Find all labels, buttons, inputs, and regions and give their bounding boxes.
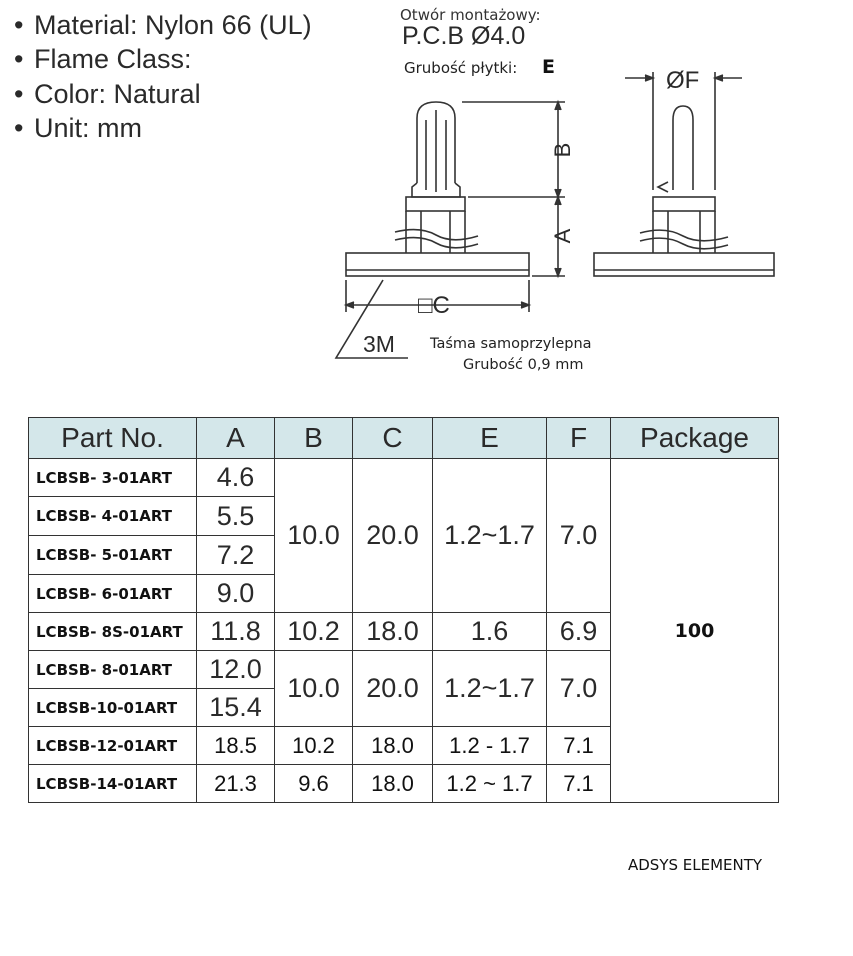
header-a: A [197,418,275,459]
value-c: 18.0 [353,613,433,651]
table-header-row [29,418,779,459]
value-a: 9.0 [197,575,275,613]
part-number: LCBSB- 8S-01ART [29,613,197,651]
value-a: 21.3 [197,765,275,803]
value-b: 10.0 [275,459,353,613]
header-part-no: Part No. [29,418,197,459]
table-row [29,459,779,497]
value-a: 4.6 [197,459,275,497]
value-a: 12.0 [197,651,275,689]
value-e: 1.2~1.7 [433,651,547,727]
value-b: 10.2 [275,727,353,765]
value-e: 1.2~1.7 [433,459,547,613]
spec-flame-class [14,42,192,76]
dim-b-label: B [550,142,575,158]
header-f: F [547,418,611,459]
dim-a-label: A [550,228,575,244]
pcb-hole-size: P.C.B Ø4.0 [402,22,526,50]
value-b: 10.2 [275,613,353,651]
value-a: 18.5 [197,727,275,765]
spec-unit-text: Unit: mm [34,113,142,143]
value-b: 9.6 [275,765,353,803]
value-e: 1.2 - 1.7 [433,727,547,765]
bullet: • [14,79,24,109]
part-number: LCBSB-14-01ART [29,765,197,803]
board-thickness-label: Grubość płytki: [404,59,518,77]
value-f: 7.1 [547,727,611,765]
value-f: 7.0 [547,651,611,727]
part-number: LCBSB-12-01ART [29,727,197,765]
bullet: • [14,113,24,143]
spec-color [14,77,201,111]
spec-flame-class-text: Flame Class: [34,44,192,74]
value-e: 1.2 ~ 1.7 [433,765,547,803]
value-c: 20.0 [353,651,433,727]
technical-drawing [330,60,790,400]
header-b: B [275,418,353,459]
value-a: 5.5 [197,497,275,536]
header-package: Package [611,418,779,459]
adhesive-base [346,253,529,276]
value-f: 7.1 [547,765,611,803]
bullet: • [14,10,24,40]
value-a: 15.4 [197,689,275,727]
tape-brand-label: 3M [363,331,395,357]
board-thickness-var: E [542,56,555,78]
value-f: 6.9 [547,613,611,651]
value-c: 20.0 [353,459,433,613]
part-number: LCBSB- 3-01ART [29,459,197,497]
spec-unit [14,111,142,145]
dim-f-label: ØF [666,67,700,94]
part-number: LCBSB- 5-01ART [29,536,197,575]
part-number: LCBSB- 6-01ART [29,575,197,613]
mounting-hole-label: Otwór montażowy: [400,6,541,24]
parts-table [28,417,779,803]
header-c: C [353,418,433,459]
part-number: LCBSB- 4-01ART [29,497,197,536]
value-e: 1.6 [433,613,547,651]
tape-thickness: Grubość 0,9 mm [463,357,584,373]
value-c: 18.0 [353,765,433,803]
value-a: 11.8 [197,613,275,651]
spec-color-text: Color: Natural [34,79,201,109]
side-latch [673,106,693,190]
spec-material-text: Material: Nylon 66 (UL) [34,10,312,40]
company-name: ADSYS ELEMENTY [628,856,763,874]
value-f: 7.0 [547,459,611,613]
part-number: LCBSB- 8-01ART [29,651,197,689]
spec-material [14,8,312,42]
value-c: 18.0 [353,727,433,765]
value-a: 7.2 [197,536,275,575]
part-number: LCBSB-10-01ART [29,689,197,727]
package-qty: 100 [611,459,779,803]
bullet: • [14,44,24,74]
post-body [406,197,465,211]
side-base [594,253,774,276]
value-b: 10.0 [275,651,353,727]
header-e: E [433,418,547,459]
tape-label: Taśma samoprzylepna [430,336,592,352]
dim-c-label: □C [418,292,450,319]
side-post [653,197,715,211]
